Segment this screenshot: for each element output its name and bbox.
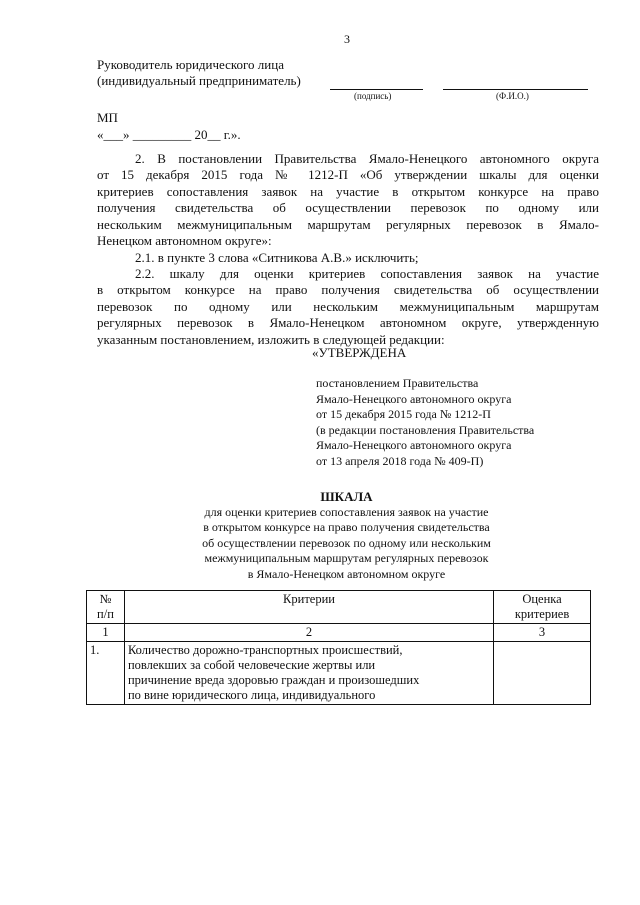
table-header-row bbox=[87, 591, 591, 624]
header-number-line2: п/п bbox=[97, 607, 114, 621]
paragraph-2 bbox=[97, 151, 599, 249]
table-row bbox=[87, 642, 591, 705]
paragraph-2-line: нескольким межмуниципальным маршрутам регулярных перевозок в Ямало- bbox=[97, 216, 599, 232]
stamp-label: МП bbox=[97, 110, 118, 125]
item-2-1: 2.1. в пункте 3 слова «Ситникова А.В.» исключить; bbox=[135, 250, 419, 265]
approval-line: постановлением Правительства bbox=[316, 376, 479, 390]
item-2-2-line: в открытом конкурсе на право получения свидетельства об осуществлении bbox=[97, 282, 599, 298]
approval-line: от 13 апреля 2018 года № 409-П) bbox=[316, 453, 484, 468]
scale-subtitle-line: в Ямало-Ненецком автономном округе bbox=[247, 566, 446, 581]
paragraph-2-line: от 15 декабря 2015 года № 1212-П «Об утверждении шкалы для оценки bbox=[97, 167, 599, 183]
header-score bbox=[494, 591, 591, 624]
paragraph-2-line: Ненецком автономном округе»: bbox=[97, 233, 272, 249]
row-criteria-line: повлекших за собой человеческие жертвы или bbox=[127, 658, 376, 672]
approval-line: (в редакции постановления Правительства bbox=[316, 422, 535, 437]
paragraph-2-line: получения свидетельства об осуществлении перевозок по одному или bbox=[97, 200, 599, 216]
paragraph-2-line: 2. В постановлении Правительства Ямало-Ненецкого автономного округа bbox=[135, 151, 599, 166]
item-2-2-line: 2.2. шкалу для оценки критериев сопоставления заявок на участие bbox=[135, 266, 599, 281]
signature-title-line2: (индивидуальный предприниматель) bbox=[97, 73, 301, 88]
header-score-line1: Оценка bbox=[522, 592, 562, 606]
row-criteria-line: по вине юридического лица, индивидуального bbox=[127, 688, 376, 702]
scale-subtitle-line: об осуществлении перевозок по одному или нескольким bbox=[202, 535, 491, 550]
table-index-row bbox=[87, 624, 591, 642]
scale-subtitle bbox=[0, 505, 640, 582]
index-cell: 3 bbox=[494, 624, 591, 642]
approval-title: «УТВЕРЖДЕНА bbox=[312, 345, 407, 360]
item-2-2-line: перевозок по одному или нескольким межмуниципальным маршрутам bbox=[97, 298, 599, 314]
scale-title: ШКАЛА bbox=[320, 489, 373, 504]
scale-subtitle-line: межмуниципальным маршрутам регулярных перевозок bbox=[204, 551, 489, 566]
scale-subtitle-line: в открытом конкурсе на право получения свидетельства bbox=[203, 520, 490, 535]
header-number-line1: № bbox=[99, 592, 112, 606]
signature-line bbox=[330, 89, 423, 90]
header-criteria: Критерии bbox=[124, 591, 493, 624]
signature-caption: (подпись) bbox=[354, 91, 392, 101]
index-cell: 1 bbox=[87, 624, 125, 642]
signature-title-line1: Руководитель юридического лица bbox=[97, 57, 284, 72]
item-2-2-line: регулярных перевозок в Ямало-Ненецком автономном округе, утвержденную bbox=[97, 315, 599, 331]
row-score bbox=[494, 642, 591, 705]
index-cell: 2 bbox=[124, 624, 493, 642]
approval-line: от 15 декабря 2015 года № 1212-П bbox=[316, 407, 491, 422]
row-criteria-line: Количество дорожно-транспортных происшествий, bbox=[127, 643, 403, 657]
page-number: 3 bbox=[344, 32, 350, 46]
approval-line: Ямало-Ненецкого автономного округа bbox=[316, 391, 512, 406]
paragraph-2-line: критериев сопоставления заявок на участие в открытом конкурсе на право bbox=[97, 183, 599, 199]
approval-block bbox=[316, 376, 534, 470]
name-line bbox=[443, 89, 588, 90]
item-2-2-line: указанным постановлением, изложить в следующей редакции: bbox=[97, 331, 445, 347]
header-number bbox=[87, 591, 125, 624]
row-criteria-line: причинение вреда здоровью граждан и произошедших bbox=[127, 673, 420, 687]
name-caption: (Ф.И.О.) bbox=[496, 91, 529, 101]
approval-line: Ямало-Ненецкого автономного округа bbox=[316, 438, 512, 453]
header-score-line2: критериев bbox=[514, 607, 570, 621]
row-number: 1. bbox=[87, 642, 125, 705]
scale-subtitle-line: для оценки критериев сопоставления заявок на участие bbox=[204, 505, 489, 519]
signature-date: «___» _________ 20__ г.». bbox=[97, 127, 241, 142]
criteria-table bbox=[86, 590, 591, 705]
row-criteria bbox=[124, 642, 493, 705]
item-2-2 bbox=[97, 266, 599, 348]
